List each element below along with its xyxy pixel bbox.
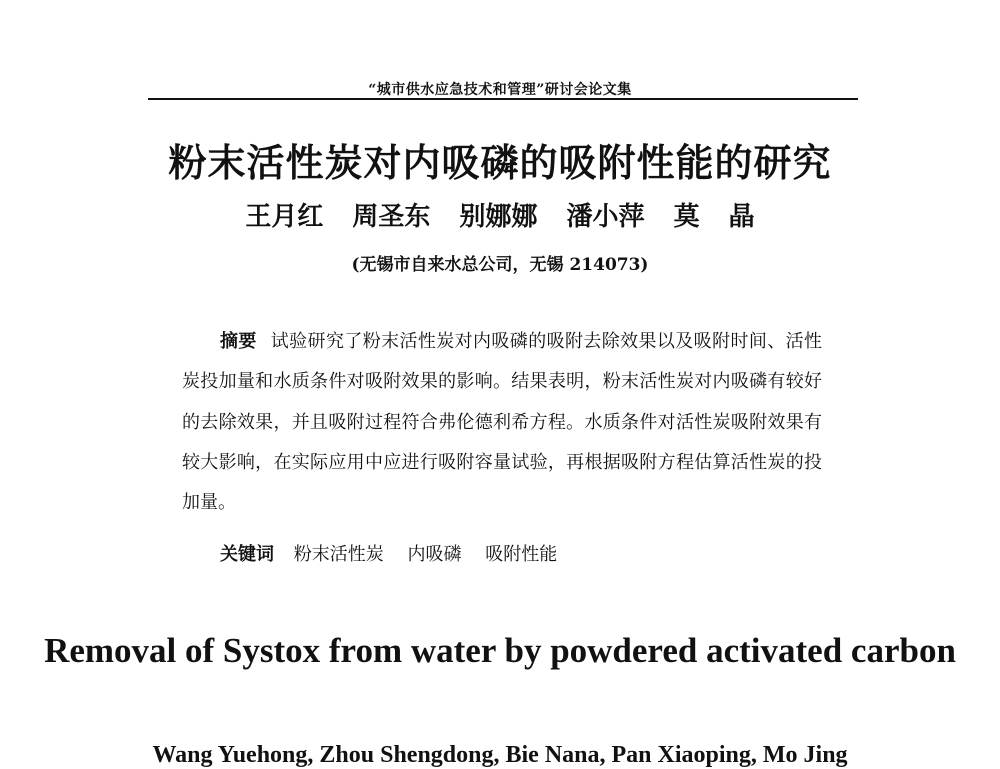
keywords <box>220 540 575 566</box>
paper-title-zh: 粉末活性炭对内吸磷的吸附性能的研究 <box>168 140 832 185</box>
keywords-label: 关键词 <box>220 544 274 565</box>
keyword-item: 吸附性能 <box>485 544 558 565</box>
keyword-item: 内吸磷 <box>407 544 462 565</box>
abstract-text: 试验研究了粉末活性炭对内吸磷的吸附去除效果以及吸附时间、活性炭投加量和水质条件对吸附效果的影响。结果表明，粉末活性炭对内吸磷有较好的去除效果，并且吸附过程符合弗伦德利希方程。水质条件对活性炭吸附效果有较大影响，在实际应用中应进行吸附容量试验，再根据吸附方程估算活性炭的投加量。 <box>182 331 823 514</box>
header-rule <box>148 98 858 100</box>
abstract-label: 摘要 <box>220 331 257 352</box>
abstract <box>182 322 822 523</box>
paper-title-en: Removal of Systox from water by powdered activated carbon <box>44 631 956 670</box>
affiliation-zh: (无锡市自来水总公司，无锡 214073) <box>351 255 649 275</box>
keyword-item: 粉末活性炭 <box>293 544 384 565</box>
running-header: “城市供水应急技术和管理”研讨会论文集 <box>368 82 632 98</box>
authors-en: Wang Yuehong, Zhou Shengdong, Bie Nana, Pan Xiaoping, Mo Jing <box>152 742 848 768</box>
authors-zh: 王月红 周圣东 别娜娜 潘小萍 莫 晶 <box>245 202 755 232</box>
